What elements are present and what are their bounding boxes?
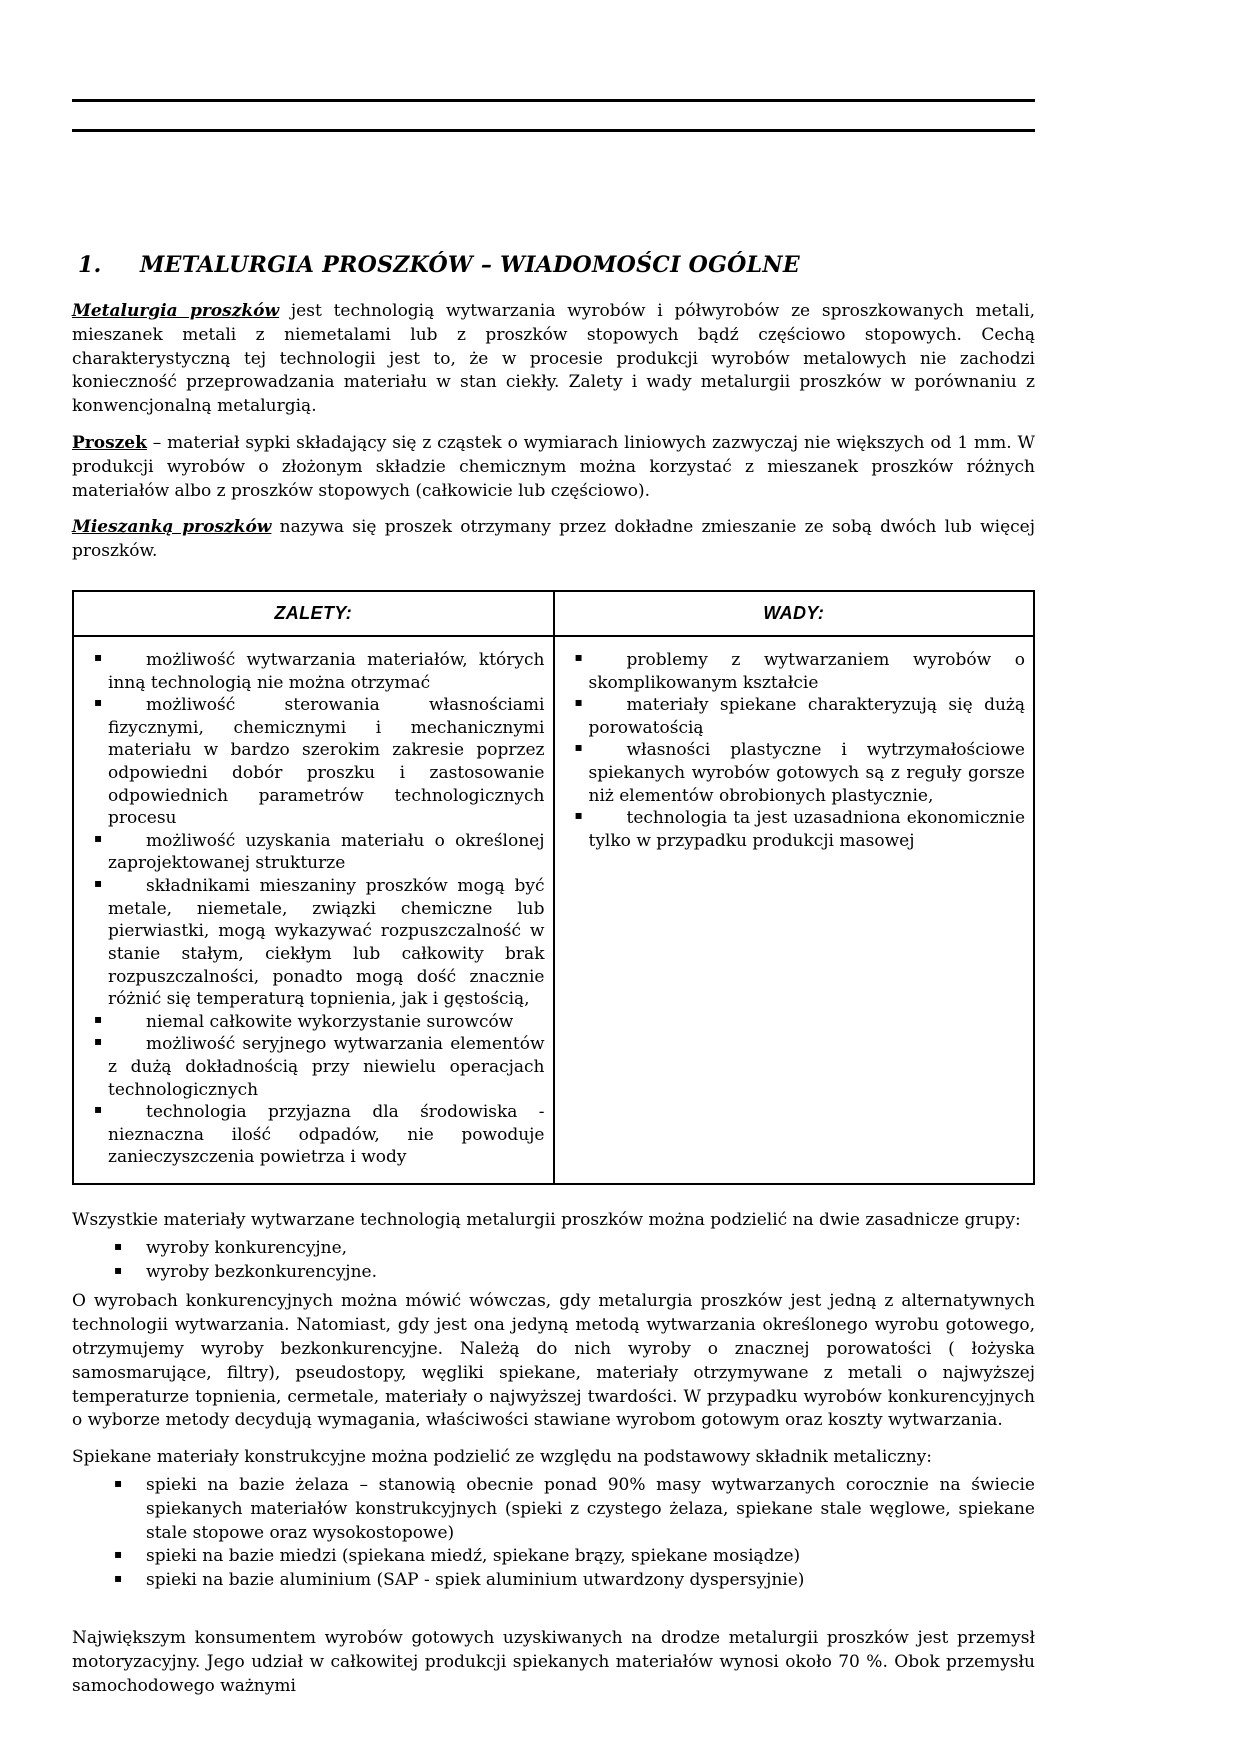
table-header-row — [73, 591, 1034, 636]
zalety-item: ▪ możliwość wytwarzania materiałów, których inną technologią nie można otrzymać — [74, 649, 545, 694]
final-paragraph: Największym konsumentem wyrobów gotowych uzyskiwanych na drodze metalurgii proszków jest przemysł motoryzacyjny. Jego udział w całkowitej produkcji spiekanych materiałów wynosi około 70 %. Obok przemysłu samochodowego ważnymi — [72, 1627, 1035, 1696]
sintered-item: ▪ spieki na bazie miedzi (spiekana miedź, spiekane brązy, spiekane mosiądze) — [72, 1545, 1035, 1569]
zalety-item: ▪ możliwość uzyskania materiału o określonej zaprojektowanej strukturze — [74, 830, 545, 875]
wady-item: ▪ technologia ta jest uzasadniona ekonomicznie tylko w przypadku produkcji masowej — [555, 807, 1026, 852]
zalety-item: ▪ składnikami mieszaniny proszków mogą być metale, niemetale, związki chemiczne lub pierwiastki, mogą wykazywać rozpuszczalność w stanie stałym, ciekłym lub całkowity brak rozpuszczalności, ponadto mogą dość znacznie różnić się temperaturą topnienia, jak i gęstością, — [74, 875, 545, 1011]
zalety-item: ▪ możliwość seryjnego wytwarzania elementów z dużą dokładnością przy niewielu operacjach technologicznych — [74, 1033, 545, 1101]
term-proszek: Proszek — [72, 432, 147, 453]
table-body-row — [73, 636, 1034, 1184]
paragraph-proszek — [72, 432, 1035, 503]
wady-cell — [554, 636, 1035, 1184]
section-heading — [72, 252, 1035, 278]
term-metalurgia-proszkow: Metalurgia proszków — [72, 301, 280, 321]
paragraph-mieszanka — [72, 516, 1035, 564]
zalety-item: ▪ niemal całkowite wykorzystanie surowców — [74, 1011, 545, 1034]
table-header-zalety: ZALETY: — [73, 591, 554, 636]
section-number: 1. — [78, 252, 102, 278]
wady-item: ▪ problemy z wytwarzaniem wyrobów o skomplikowanym kształcie — [555, 649, 1026, 694]
page-content — [72, 0, 1035, 1698]
groups-item: ▪ wyroby konkurencyjne, — [72, 1237, 1035, 1261]
wady-item: ▪ materiały spiekane charakteryzują się dużą porowatością — [555, 694, 1026, 739]
paragraph-proszek-text: – materiał sypki składający się z cząstek o wymiarach liniowych zazwyczaj nie większych od 1 mm. W produkcji wyrobów o złożonym składzie chemicznym można korzystać z mieszanek proszków różnych materiałów albo z proszków stopowych (całkowicie lub częściowo). — [72, 432, 1035, 501]
section-title: METALURGIA PROSZKÓW – WIADOMOŚCI OGÓLNE — [140, 252, 800, 278]
wady-list — [555, 649, 1026, 852]
table-header-wady: WADY: — [554, 591, 1035, 636]
zalety-item: ▪ możliwość sterowania własnościami fizycznymi, chemicznymi i mechanicznymi materiału w bardzo szerokim zakresie poprzez odpowiedni dobór proszku i zastosowanie odpowiednich parametrów technologicznych procesu — [74, 694, 545, 830]
term-mieszanka-proszkow: Mieszanką proszków — [72, 517, 272, 538]
competitive-paragraph: O wyrobach konkurencyjnych można mówić wówczas, gdy metalurgia proszków jest jedną z alternatywnych technologii wytwarzania. Natomiast, gdy jest ona jedyną metodą wytwarzania określonego wyrobu gotowego, otrzymujemy wyroby bezkonkurencyjne. Należą do nich wyroby o znacznej porowatości ( łożyska samosmarujące, filtry), pseudostopy, węgliki spiekane, materiały otrzymywane z metali o najwyższej temperaturze topnienia, cermetale, materiały o najwyższej twardości. W przypadku wyrobów konkurencyjnych o wyborze metody decydują wymagania, właściwości stawiane wyrobom gotowym oraz koszty wytwarzania. — [72, 1291, 1035, 1431]
header-rule-bottom — [72, 129, 1035, 132]
paragraph-metalurgia-text: jest technologią wytwarzania wyrobów i półwyrobów ze sproszkowanych metali, mieszanek metali z niemetalami lub z proszków stopowych bądź częściowo stopowych. Cechą charakterystyczną tej technologii jest to, że w procesie produkcji wyrobów metalowych nie zachodzi konieczność przeprowadzania materiału w stan ciekły. Zalety i wady metalurgii proszków w porównaniu z konwencjonalną metalurgią. — [72, 301, 1035, 417]
zalety-list — [74, 649, 545, 1169]
groups-intro-paragraph: Wszystkie materiały wytwarzane technologią metalurgii proszków można podzielić na dwie zasadnicze grupy: — [72, 1209, 1021, 1230]
sintered-intro-paragraph: Spiekane materiały konstrukcyjne można podzielić ze względu na podstawowy składnik metaliczny: — [72, 1447, 933, 1468]
wady-item: ▪ własności plastyczne i wytrzymałościowe spiekanych wyrobów gotowych są z reguły gorsze niż elementów obrobionych plastycznie, — [555, 739, 1026, 807]
sintered-list — [72, 1474, 1035, 1593]
advantages-disadvantages-table — [72, 590, 1035, 1185]
paragraph-mieszanka-text: nazywa się proszek otrzymany przez dokładne zmieszanie ze sobą dwóch lub więcej proszków. — [72, 517, 1035, 562]
zalety-cell — [73, 636, 554, 1184]
header-rule-top — [72, 99, 1035, 102]
groups-list — [72, 1237, 1035, 1285]
sintered-item: ▪ spieki na bazie żelaza – stanowią obecnie ponad 90% masy wytwarzanych corocznie na świecie spiekanych materiałów konstrukcyjnych (spieki z czystego żelaza, spiekane stale węglowe, spiekane stale stopowe oraz wysokostopowe) — [72, 1474, 1035, 1545]
groups-item: ▪ wyroby bezkonkurencyjne. — [72, 1261, 1035, 1285]
zalety-item: ▪ technologia przyjazna dla środowiska - nieznaczna ilość odpadów, nie powoduje zanieczyszczenia powietrza i wody — [74, 1101, 545, 1169]
sintered-item: ▪ spieki na bazie aluminium (SAP - spiek aluminium utwardzony dyspersyjnie) — [72, 1569, 1035, 1593]
paragraph-metalurgia-proszkow — [72, 300, 1035, 419]
